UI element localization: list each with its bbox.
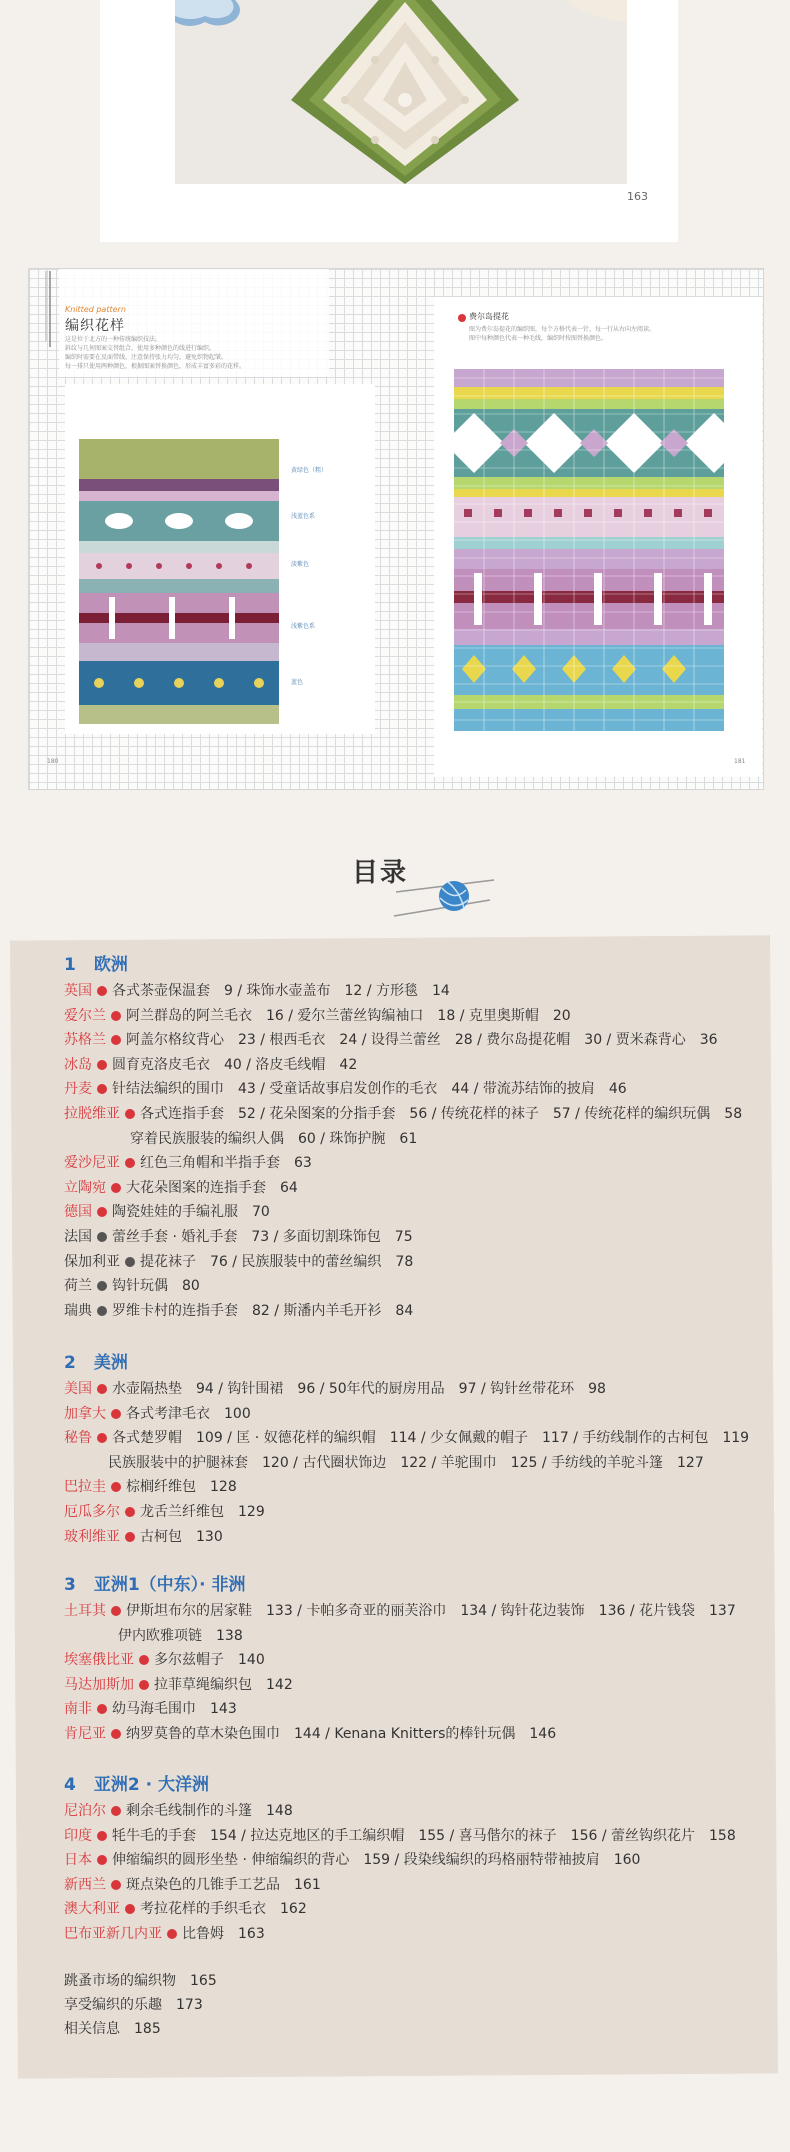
toc-entry	[64, 1476, 237, 1496]
bullet-dot-icon	[125, 1904, 135, 1914]
toc-entry	[64, 1923, 265, 1943]
section-title: 亚洲2 · 大洋洲	[93, 1775, 209, 1795]
country-name: 美国	[64, 1381, 92, 1397]
bullet-dot-icon	[125, 1109, 135, 1119]
section-heading	[64, 1348, 128, 1373]
section-number: 4	[64, 1775, 76, 1795]
entry-text: 多尔兹帽子 140	[154, 1652, 265, 1669]
bullet-dot-icon	[97, 1831, 107, 1841]
entry-text: 各式茶壶保温套 9 / 珠饰水壶盖布 12 / 方形毯 14	[112, 983, 450, 999]
bullet-dot-icon	[97, 1084, 107, 1094]
toc-entry	[64, 1800, 293, 1820]
country-name: 澳大利亚	[64, 1901, 120, 1918]
toc-continuation: 民族服装中的护腿袜套 120 / 古代圈状饰边 122 / 羊驼围巾 125 / 手纺线的羊驼斗篷 127	[108, 1454, 704, 1471]
page-number-left: 180	[47, 758, 59, 765]
toc-entry	[64, 1152, 312, 1172]
entry-text: 牦牛毛的手套 154 / 拉达克地区的手工编织帽 155 / 喜马偕尔的袜子 156 / 蕾丝钩织花片 158	[112, 1827, 736, 1844]
bullet-dot-icon	[97, 1306, 107, 1316]
country-name: 新西兰	[64, 1876, 106, 1893]
country-name: 土耳其	[64, 1603, 106, 1619]
bullet-dot-icon	[167, 1929, 177, 1939]
entry-text: 各式连指手套 52 / 花朵图案的分指手套 56 / 传统花样的袜子 57 / 传统花样的编织玩偶 58	[140, 1106, 743, 1122]
entry-text: 各式楚罗帽 109 / 匡 · 奴德花样的编织帽 114 / 少女佩戴的帽子 117 / 手纺线制作的古柯包 119	[112, 1430, 750, 1447]
toc-entry	[64, 1103, 742, 1123]
country-name: 苏格兰	[64, 1032, 106, 1049]
bullet-dot-icon	[97, 1232, 107, 1242]
country-name: 巴布亚新几内亚	[64, 1926, 162, 1942]
entry-text: 比鲁姆 163	[182, 1926, 265, 1942]
bullet-dot-icon	[97, 1384, 107, 1394]
country-name: 德国	[64, 1204, 92, 1221]
bullet-dot-icon	[97, 1060, 107, 1070]
toc-entry	[64, 1005, 571, 1025]
entry-text: 幼马海毛围巾 143	[112, 1701, 237, 1718]
toc-continuation: 伊内欧雅项链 138	[118, 1627, 243, 1644]
entry-text: 红色三角帽和半指手套 63	[140, 1155, 312, 1172]
toc-entry	[64, 1698, 237, 1718]
bullet-dot-icon	[111, 1482, 121, 1492]
entry-text: 大花朵图案的连指手套 64	[126, 1179, 298, 1196]
intro-line: 每一排只使用两种颜色，根据图案替换颜色，形成丰富多彩的花样。	[65, 363, 246, 370]
entry-text: 针结法编织的围巾 43 / 受童话故事启发创作的毛衣 44 / 带流苏结饰的披肩 46	[112, 1081, 627, 1098]
toc-entry	[64, 1251, 413, 1271]
country-name: 巴拉圭	[64, 1479, 106, 1496]
entry-text: 提花袜子 76 / 民族服装中的蕾丝编织 78	[140, 1253, 414, 1270]
entry-text: 各式考津毛衣 100	[126, 1405, 251, 1422]
bullet-dot-icon	[97, 1855, 107, 1865]
country-name: 埃塞俄比亚	[64, 1652, 134, 1669]
country-name: 法国	[64, 1229, 92, 1245]
entry-text: 水壶隔热垫 94 / 钩针围裙 96 / 50年代的厨房用品 97 / 钩针丝带花环 98	[112, 1381, 606, 1397]
toc-entry	[64, 1378, 606, 1398]
entry-text: 钩针玩偶 80	[112, 1278, 200, 1295]
bullet-dot-icon	[139, 1680, 149, 1690]
bullet-dot-icon	[111, 1606, 121, 1616]
chart-note: 图中每种颜色代表一种毛线，编织时按图替换颜色。	[469, 335, 608, 342]
page-number: 163	[627, 190, 648, 203]
bullet-dot-icon	[97, 1281, 107, 1291]
country-name: 秘鲁	[64, 1430, 92, 1447]
intro-line: 斜纹与几何图案交替组合，使用多种颜色的线进行编织。	[65, 345, 216, 352]
swatch-label: 浅蓝色系	[291, 513, 316, 520]
swatch-label: 蓝色	[291, 679, 304, 686]
entry-text: 阿兰群岛的阿兰毛衣 16 / 爱尔兰蕾丝钩编袖口 18 / 克里奥斯帽 20	[126, 1007, 571, 1024]
toc-entry	[64, 1029, 718, 1049]
swatch-label: 黄绿色（粗）	[291, 467, 328, 474]
toc-entry	[64, 1054, 357, 1074]
entry-text: 古柯包 130	[140, 1528, 223, 1545]
bullet-dot-icon	[111, 1035, 121, 1045]
chart-note: 图为费尔岛提花的编织图，每个方格代表一针，每一行从右向左阅读。	[469, 326, 656, 333]
bullet-dot-icon	[125, 1507, 135, 1517]
country-name: 爱沙尼亚	[64, 1155, 120, 1172]
bullet-dot-icon	[111, 1011, 121, 1021]
bullet-dot-icon	[111, 1183, 121, 1193]
country-name: 玻利维亚	[64, 1528, 120, 1545]
section-number: 2	[64, 1353, 76, 1373]
toc-extra-entry: 享受编织的乐趣 173	[64, 1997, 203, 2013]
toc-entry	[64, 980, 450, 1000]
entry-text: 蕾丝手套 · 婚礼手套 73 / 多面切割珠饰包 75	[112, 1229, 413, 1245]
toc-entry	[64, 1226, 413, 1246]
country-name: 印度	[64, 1827, 92, 1844]
section-title: 欧洲	[93, 955, 128, 975]
entry-text: 圆育克洛皮毛衣 40 / 洛皮毛线帽 42	[112, 1056, 358, 1073]
bullet-dot-icon	[125, 1257, 135, 1267]
intro-line: 这是位于北方的一种传统编织技法。	[65, 336, 162, 343]
toc-heading: 目录	[352, 858, 409, 888]
section-heading	[64, 1570, 246, 1595]
country-name: 拉脱维亚	[64, 1106, 120, 1122]
toc-entry	[64, 1649, 265, 1669]
section-number: 3	[64, 1575, 76, 1595]
entry-text: 阿盖尔格纹背心 23 / 根西毛衣 24 / 设得兰蕾丝 28 / 费尔岛提花帽 30 / 贾米森背心 36	[126, 1032, 718, 1049]
toc-entry	[64, 1874, 321, 1894]
toc-entry	[64, 1501, 265, 1521]
country-name: 英国	[64, 983, 92, 999]
bullet-dot-icon	[111, 1806, 121, 1816]
bullet-dot-icon	[111, 1409, 121, 1419]
toc-extra-entry: 跳蚤市场的编织物 165	[64, 1973, 217, 1989]
toc-entry	[64, 1201, 270, 1221]
bullet-dot-icon	[125, 1158, 135, 1168]
country-name: 立陶宛	[64, 1179, 106, 1196]
country-name: 肯尼亚	[64, 1726, 106, 1742]
section-number: 1	[64, 955, 76, 975]
entry-text: 龙舌兰纤维包 129	[140, 1504, 265, 1520]
bullet-dot-icon	[111, 1729, 121, 1739]
country-name: 保加利亚	[64, 1253, 120, 1270]
entry-text: 陶瓷娃娃的手编礼服 70	[112, 1204, 270, 1221]
entry-text: 考拉花样的手织毛衣 162	[140, 1901, 307, 1918]
swatch-label: 淡紫色	[291, 561, 310, 568]
intro-line: 编织时需要在反面带线，注意保持张力均匀，避免织物起皱。	[65, 354, 228, 361]
country-name: 南非	[64, 1701, 92, 1718]
entry-text: 拉菲草绳编织包 142	[154, 1676, 293, 1693]
toc-entry	[64, 1723, 556, 1743]
bullet-dot-icon	[97, 1704, 107, 1714]
entry-text: 伸缩编织的圆形坐垫 · 伸缩编织的背心 159 / 段染线编织的玛格丽特带袖披肩 160	[112, 1852, 641, 1869]
section-title: 亚洲1（中东）· 非洲	[93, 1575, 246, 1595]
country-name: 荷兰	[64, 1278, 92, 1295]
bullet-dot-icon	[97, 1433, 107, 1443]
bullet-dot-icon	[97, 1207, 107, 1217]
swatch-label: 浅紫色系	[291, 623, 316, 630]
toc-entry	[64, 1674, 293, 1694]
page-number-right: 181	[734, 758, 746, 765]
entry-text: 斑点染色的几锥手工艺品 161	[126, 1876, 321, 1893]
country-name: 瑞典	[64, 1302, 92, 1319]
bullet-dot-icon	[111, 1880, 121, 1890]
toc-entry	[64, 1275, 200, 1295]
toc-entry	[64, 1078, 627, 1098]
country-name: 马达加斯加	[64, 1676, 134, 1693]
country-name: 尼泊尔	[64, 1803, 106, 1819]
toc-entry	[64, 1825, 736, 1845]
country-name: 厄瓜多尔	[64, 1504, 120, 1520]
toc-entry	[64, 1403, 251, 1423]
section-heading	[64, 950, 128, 975]
country-name: 爱尔兰	[64, 1007, 106, 1024]
toc-entry	[64, 1600, 736, 1620]
section-heading	[64, 1770, 209, 1795]
pattern-title: 编织花样	[65, 318, 125, 334]
toc-entry	[64, 1526, 223, 1546]
toc-entry	[64, 1427, 749, 1447]
chart-title: 费尔岛提花	[469, 312, 509, 321]
bullet-dot-icon	[97, 986, 107, 996]
entry-text: 剩余毛线制作的斗篷 148	[126, 1803, 293, 1819]
toc-entry	[64, 1898, 307, 1918]
entry-text: 棕榈纤维包 128	[126, 1479, 237, 1496]
country-name: 冰岛	[64, 1056, 92, 1073]
entry-text: 罗维卡村的连指手套 82 / 斯潘内羊毛开衫 84	[112, 1302, 414, 1319]
country-name: 日本	[64, 1852, 92, 1869]
entry-text: 伊斯坦布尔的居家鞋 133 / 卡帕多奇亚的丽芙浴巾 134 / 钩针花边装饰 136 / 花片钱袋 137	[126, 1603, 736, 1619]
toc-extra-entry: 相关信息 185	[64, 2021, 161, 2037]
bullet-dot-icon	[125, 1532, 135, 1542]
section-title: 美洲	[93, 1353, 128, 1373]
toc-entry	[64, 1300, 413, 1320]
toc-entry	[64, 1177, 298, 1197]
toc-entry	[64, 1849, 640, 1869]
bullet-dot-icon	[139, 1655, 149, 1665]
country-name: 丹麦	[64, 1081, 92, 1098]
country-name: 加拿大	[64, 1405, 106, 1422]
toc-continuation: 穿着民族服装的编织人偶 60 / 珠饰护腕 61	[130, 1130, 418, 1147]
pattern-subtitle: Knitted pattern	[65, 305, 126, 314]
entry-text: 纳罗莫鲁的草木染色围巾 144 / Kenana Knitters的棒针玩偶 146	[126, 1726, 557, 1742]
